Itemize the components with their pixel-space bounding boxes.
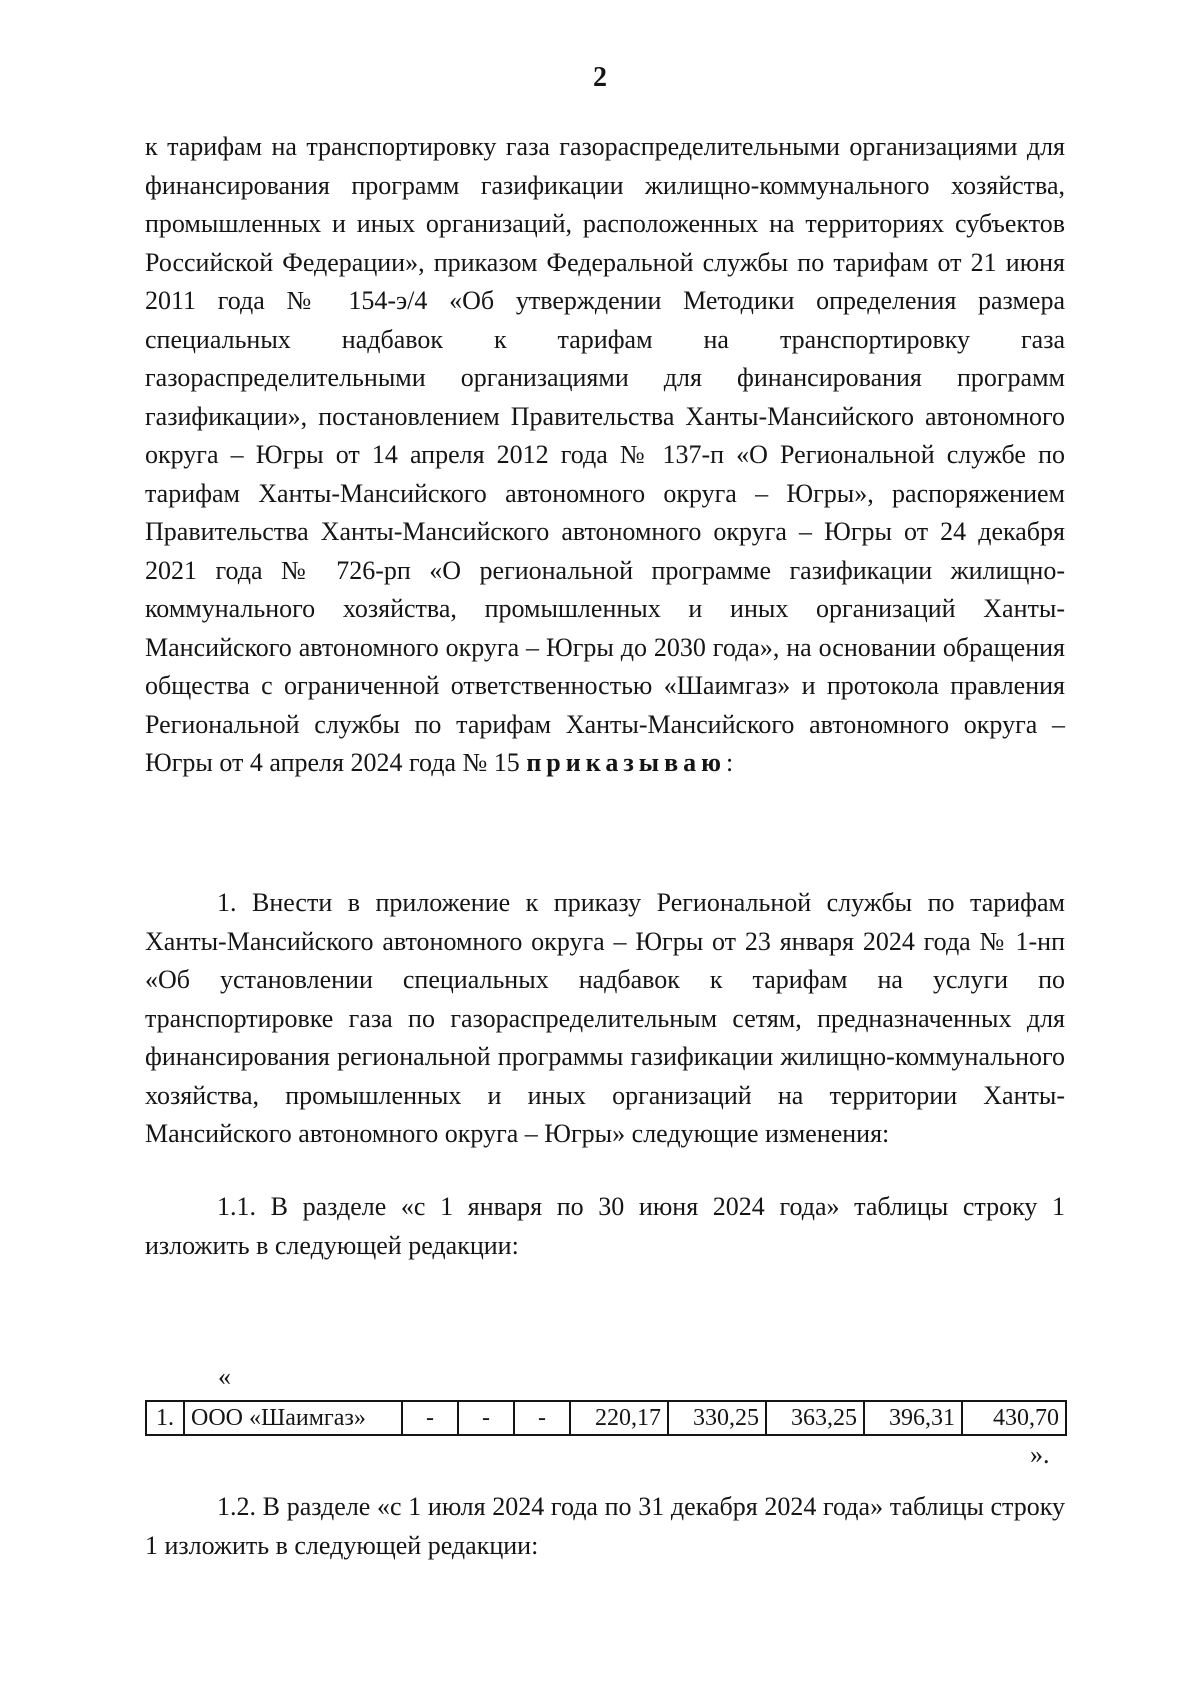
- value-cell: 430,70: [962, 1401, 1066, 1435]
- value-cell: -: [514, 1401, 570, 1435]
- item-1-2-paragraph: 1.2. В разделе «с 1 июля 2024 года по 31 декабря 2024 года» таблицы строку 1 изложить в следующей редакции:: [145, 1492, 1065, 1560]
- item-1-paragraph: 1. Внести в приложение к приказу Региональной службы по тарифам Ханты-Мансийского автономного округа – Югры от 23 января 2024 года № 1-нп «Об установлении специальных надбавок к тарифам на услуги по транспортировке газа по газораспределительным сетям, предназначенных для финансирования региональной программы газификации жилищно-коммунального хозяйства, промышленных и иных организаций на территории Ханты-Мансийского автономного округа – Югры» следующие изменения:: [145, 888, 1065, 1148]
- preamble-text: к тарифам на транспортировку газа газораспределительными организациями для финансирования программ газификации жилищно-коммунального хозяйства, промышленных и иных организаций, расположенных на территориях субъектов Российской Федерации», приказом Федеральной службы по тарифам от 21 июня 2011 года № 154-э/4 «Об утверждении Методики определения размера специальных надбавок к тарифам на транспортировку газа газораспределительными организациями для финансирования программ газификации», постановлением Правительства Ханты-Мансийского автономного округа – Югры от 14 апреля 2012 года № 137-п «О Региональной службе по тарифам Ханты-Мансийского автономного округа – Югры», распоряжением Правительства Ханты-Мансийского автономного округа – Югры от 24 декабря 2021 года № 726-рп «О региональной программе газификации жилищно-коммунального хозяйства, промышленных и иных организаций Ханты-Мансийского автономного округа – Югры до 2030 года», на основании обращения общества с ограниченной ответственностью «Шаимгаз» и протокола правления Региональной службы по тарифам Ханты-Мансийского автономного округа – Югры от 4 апреля 2024 года: [145, 132, 1065, 777]
- value-cell: -: [458, 1401, 514, 1435]
- order-word: приказываю: [526, 748, 726, 777]
- close-quote: ».: [1030, 1440, 1050, 1469]
- page-number: 2: [593, 62, 607, 93]
- tariff-row-table: [145, 1400, 1067, 1436]
- value-cell: 363,25: [766, 1401, 864, 1435]
- preamble-paragraph: [145, 128, 1065, 783]
- order-number: № 15: [462, 748, 527, 777]
- table-row: [146, 1401, 1066, 1435]
- value-cell: -: [402, 1401, 458, 1435]
- organization-cell: ООО «Шаимгаз»: [184, 1401, 402, 1435]
- order-colon: :: [725, 748, 734, 777]
- value-cell: 330,25: [668, 1401, 766, 1435]
- item-1-1-paragraph: 1.1. В разделе «с 1 января по 30 июня 2024 года» таблицы строку 1 изложить в следующей редакции:: [145, 1192, 1065, 1260]
- value-cell: 396,31: [864, 1401, 962, 1435]
- row-number-cell: 1.: [146, 1401, 184, 1435]
- open-quote: «: [218, 1362, 231, 1391]
- value-cell: 220,17: [570, 1401, 668, 1435]
